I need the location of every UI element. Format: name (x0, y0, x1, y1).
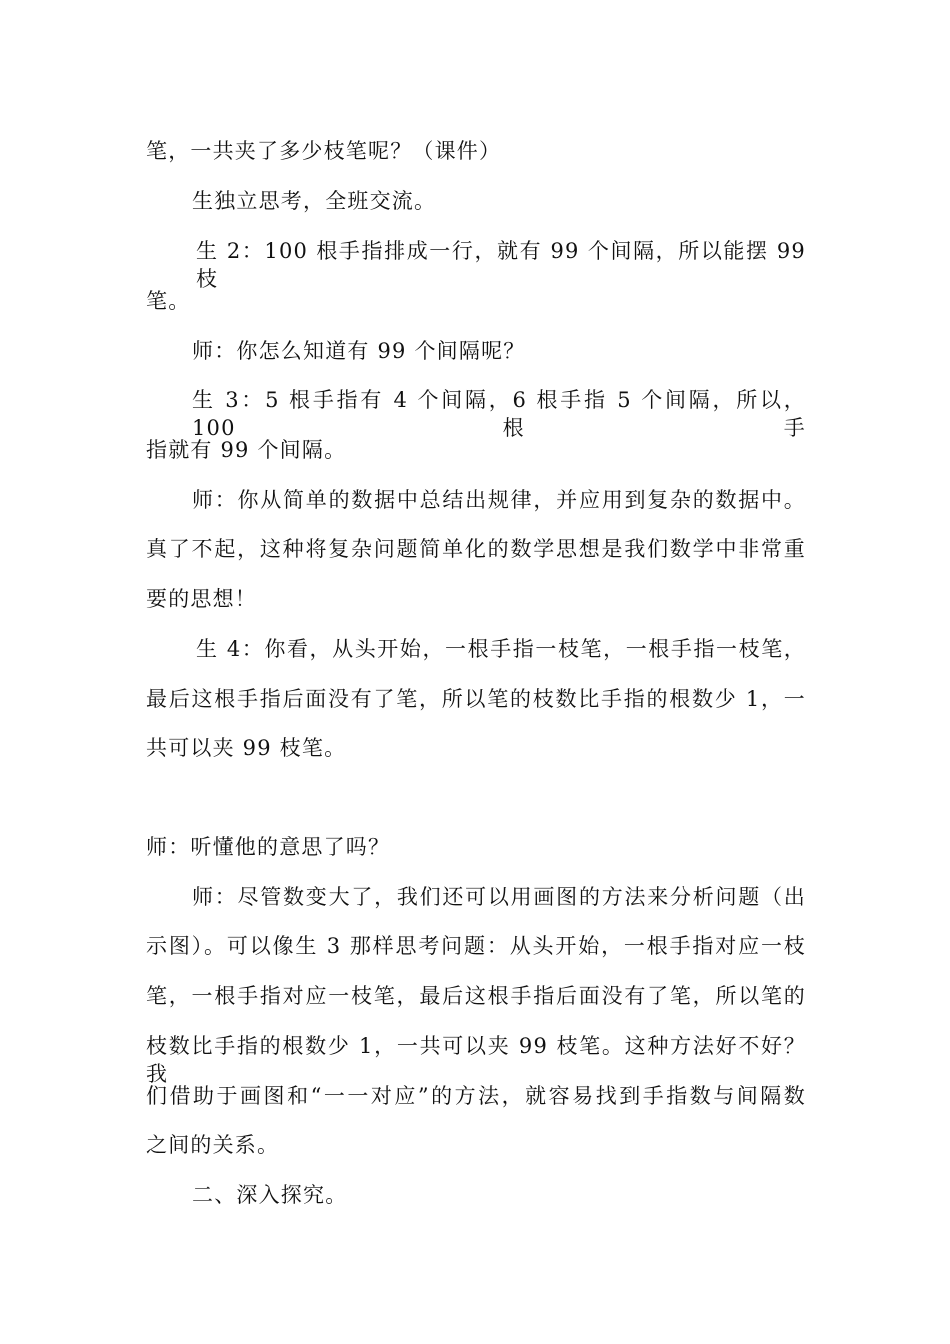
text-line: 们借助于画图和“一一对应”的方法，就容易找到手指数与间隔数 (146, 1084, 806, 1108)
text-line: 之间的关系。 (146, 1133, 280, 1157)
text-line: 师：听懂他的意思了吗？ (146, 835, 391, 859)
text-line: 指就有 99 个间隔。 (146, 438, 347, 462)
text-line: 笔，一共夹了多少枝笔呢？（课件） (146, 139, 502, 163)
text-line: 师：你从简单的数据中总结出规律，并应用到复杂的数据中。 (192, 488, 806, 512)
text-line: 最后这根手指后面没有了笔，所以笔的枝数比手指的根数少 1，一 (146, 687, 806, 711)
section-heading: 二、深入探究。 (192, 1183, 348, 1207)
text-line: 生 2：100 根手指排成一行，就有 99 个间隔，所以能摆 99 枝 (196, 239, 806, 291)
text-line: 生 3：5 根手指有 4 个间隔，6 根手指 5 个间隔，所以，100 根手 (192, 388, 806, 440)
text-line: 真了不起，这种将复杂问题简单化的数学思想是我们数学中非常重 (146, 537, 806, 561)
text-line: 要的思想！ (146, 587, 257, 611)
text-line: 生 4：你看，从头开始，一根手指一枝笔，一根手指一枝笔， (196, 637, 806, 661)
text-line: 笔，一根手指对应一枝笔，最后这根手指后面没有了笔，所以笔的 (146, 984, 806, 1008)
text-line: 示图）。可以像生 3 那样思考问题：从头开始，一根手指对应一枝 (146, 934, 806, 958)
text-line: 师：尽管数变大了，我们还可以用画图的方法来分析问题（出 (192, 885, 806, 909)
text-line: 笔。 (146, 289, 191, 313)
text-line: 生独立思考，全班交流。 (192, 189, 437, 213)
text-line: 枝数比手指的根数少 1，一共可以夹 99 枝笔。这种方法好不好？我 (146, 1034, 806, 1086)
text-line: 师：你怎么知道有 99 个间隔呢？ (192, 339, 526, 363)
text-line: 共可以夹 99 枝笔。 (146, 736, 347, 760)
